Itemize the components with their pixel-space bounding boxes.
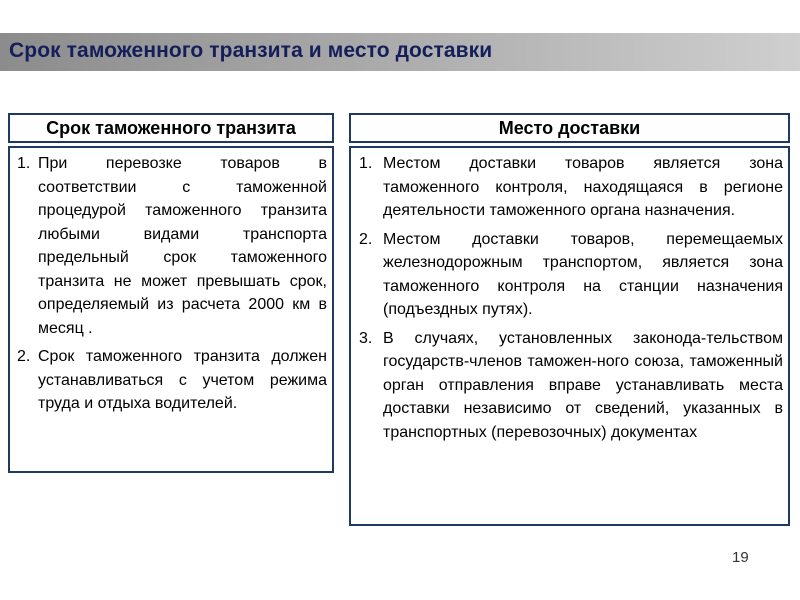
item-text: Местом доставки товаров является зона таможенного контроля, находящаяся в регионе деятельности таможенного органа назначения. xyxy=(383,155,783,219)
delivery-place-body xyxy=(349,146,790,526)
list-item xyxy=(17,345,327,416)
transit-period-list xyxy=(17,152,327,416)
delivery-place-heading: Место доставки xyxy=(349,113,790,143)
transit-period-heading: Срок таможенного транзита xyxy=(8,113,334,143)
list-item xyxy=(359,228,783,322)
page-number: 19 xyxy=(732,549,749,566)
slide-title: Срок таможенного транзита и место доставки xyxy=(9,39,493,62)
list-item xyxy=(359,152,783,223)
title-bar xyxy=(0,33,800,71)
item-number: 1. xyxy=(359,155,373,172)
item-text: Местом доставки товаров, перемещаемых железнодорожным транспортом, является зона таможенного контроля на станции назначения (подъездных путях). xyxy=(383,230,783,318)
item-number: 2. xyxy=(17,348,31,365)
item-text: В случаях, установленных законода-тельством государств-членов таможен-ного союза, таможенный орган отправления вправе устанавливать места доставки независимо от сведений, указанных в транспортных (перевозочных) документах xyxy=(383,329,783,441)
list-item xyxy=(17,152,327,340)
delivery-place-list xyxy=(359,152,783,444)
transit-period-column xyxy=(8,113,334,473)
list-item xyxy=(359,327,783,445)
delivery-place-column xyxy=(349,113,790,526)
item-number: 1. xyxy=(17,155,31,172)
item-text: Срок таможенного транзита должен устанавливаться с учетом режима труда и отдыха водителей. xyxy=(38,348,327,412)
item-number: 3. xyxy=(359,329,373,347)
item-number: 2. xyxy=(359,230,373,248)
transit-period-body xyxy=(8,146,334,473)
item-text: При перевозке товаров в соответствии с таможенной процедурой таможенного транзита любыми видами транспорта предельный срок таможенного транзита не может превышать срок, определяемый из расчета 2000 км в месяц . xyxy=(38,155,327,337)
